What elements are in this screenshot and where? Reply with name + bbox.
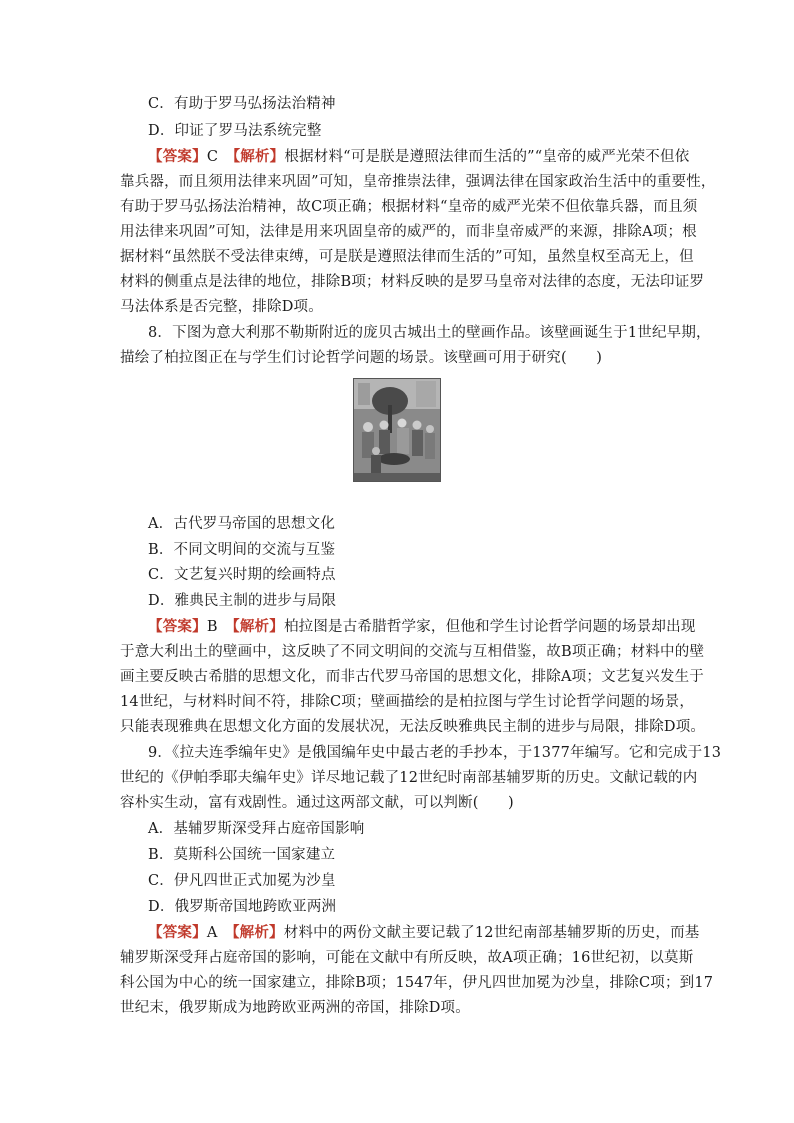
q9-option-d: D．俄罗斯帝国地跨欧亚两洲	[148, 899, 337, 915]
analysis-tag: 【解析】	[232, 924, 284, 941]
q7-analysis-line-7: 马法体系是否完整，排除D项。	[120, 299, 323, 315]
answer-tag: 【答案】	[148, 924, 207, 941]
q8-analysis-line-5: 只能表现雅典在思想文化方面的发展状况，无法反映雅典民主制的进步与局限，排除D项。	[120, 719, 706, 735]
q7-analysis-line-5: 据材料“虽然朕不受法律束缚，可是朕是遵照法律而生活的”可知，虽然皇权至高无上，但	[120, 249, 694, 265]
answer-tag: 【答案】	[148, 148, 207, 165]
q9-analysis-line-3: 科公国为中心的统一国家建立，排除B项；1547年，伊凡四世加冕为沙皇，排除C项；到17	[120, 975, 714, 991]
answer-tag: 【答案】	[148, 618, 207, 635]
q7-analysis-line-6: 材料的侧重点是法律的地位，排除B项；材料反映的是罗马皇帝对法律的态度，无法印证罗	[120, 274, 705, 290]
q9-stem-line-2: 世纪的《伊帕季耶夫编年史》详尽地记载了12世纪时南部基辅罗斯的历史。文献记载的内	[120, 770, 698, 786]
q7-analysis-line-2: 靠兵器，而且须用法律来巩固”可知，皇帝推崇法律，强调法律在国家政治生活中的重要性，	[120, 174, 716, 190]
q7-analysis-line-1	[148, 145, 708, 169]
q8-option-d: D．雅典民主制的进步与局限	[148, 593, 337, 609]
q8-option-b: B．不同文明间的交流与互鉴	[148, 542, 336, 558]
q9-analysis-text: 材料中的两份文献主要记载了12世纪南部基辅罗斯的历史，而基	[283, 925, 700, 941]
q9-option-c: C．伊凡四世正式加冕为沙皇	[148, 873, 336, 889]
q8-option-c: C．文艺复兴时期的绘画特点	[148, 567, 336, 583]
q7-option-c: C．有助于罗马弘扬法治精神	[148, 96, 336, 112]
q9-analysis-line-2: 辅罗斯深受拜占庭帝国的影响，可能在文献中有所反映，故A项正确；16世纪初，以莫斯	[120, 950, 694, 966]
q8-analysis-line-2: 于意大利出土的壁画中，这反映了不同文明间的交流与互相借鉴，故B项正确；材料中的壁	[120, 644, 705, 660]
q9-stem-line-1: 9．《拉夫连季编年史》是俄国编年史中最古老的手抄本，于1377年编写。它和完成于13	[148, 745, 722, 761]
q8-stem-line-1: 8．下图为意大利那不勒斯附近的庞贝古城出土的壁画作品。该壁画诞生于1世纪早期，	[148, 325, 711, 341]
q9-analysis-line-4: 世纪末，俄罗斯成为地跨欧亚两洲的帝国，排除D项。	[120, 1000, 470, 1016]
q9-stem-line-3: 容朴实生动，富有戏剧性。通过这两部文献，可以判断( )	[120, 795, 514, 811]
q8-stem-line-2: 描绘了柏拉图正在与学生们讨论哲学问题的场景。该壁画可用于研究( )	[120, 350, 603, 366]
mural-image	[353, 378, 441, 482]
q8-option-a: A．古代罗马帝国的思想文化	[148, 516, 336, 532]
q7-analysis-text: 根据材料“可是朕是遵照法律而生活的”“皇帝的威严光荣不但依	[284, 149, 690, 165]
q8-analysis-text: 柏拉图是古希腊哲学家，但他和学生讨论哲学问题的场景却出现	[283, 619, 696, 635]
mural-illustration	[354, 379, 440, 481]
q7-analysis-line-3: 有助于罗马弘扬法治精神，故C项正确；根据材料“皇帝的威严光荣不但依靠兵器，而且须	[120, 199, 698, 215]
q9-answer: A	[206, 925, 218, 941]
q8-analysis-line-4: 14世纪，与材料时间不符，排除C项；壁画描绘的是柏拉图与学生讨论哲学问题的场景，	[120, 694, 695, 710]
q7-option-d: D．印证了罗马法系统完整	[148, 123, 322, 139]
q7-analysis-line-4: 用法律来巩固”可知，法律是用来巩固皇帝的威严的，而非皇帝威严的来源，排除A项；根	[120, 224, 697, 240]
q9-analysis-line-1	[148, 921, 708, 945]
analysis-tag: 【解析】	[232, 148, 285, 165]
q9-option-b: B．莫斯科公国统一国家建立	[148, 847, 336, 863]
q8-answer: B	[206, 619, 218, 635]
q8-analysis-line-3: 画主要反映古希腊的思想文化，而非古代罗马帝国的思想文化，排除A项；文艺复兴发生于	[120, 669, 704, 685]
q8-analysis-line-1	[148, 615, 708, 639]
q7-answer: C	[206, 149, 219, 165]
q9-option-a: A．基辅罗斯深受拜占庭帝国影响	[148, 821, 365, 837]
analysis-tag: 【解析】	[232, 618, 284, 635]
